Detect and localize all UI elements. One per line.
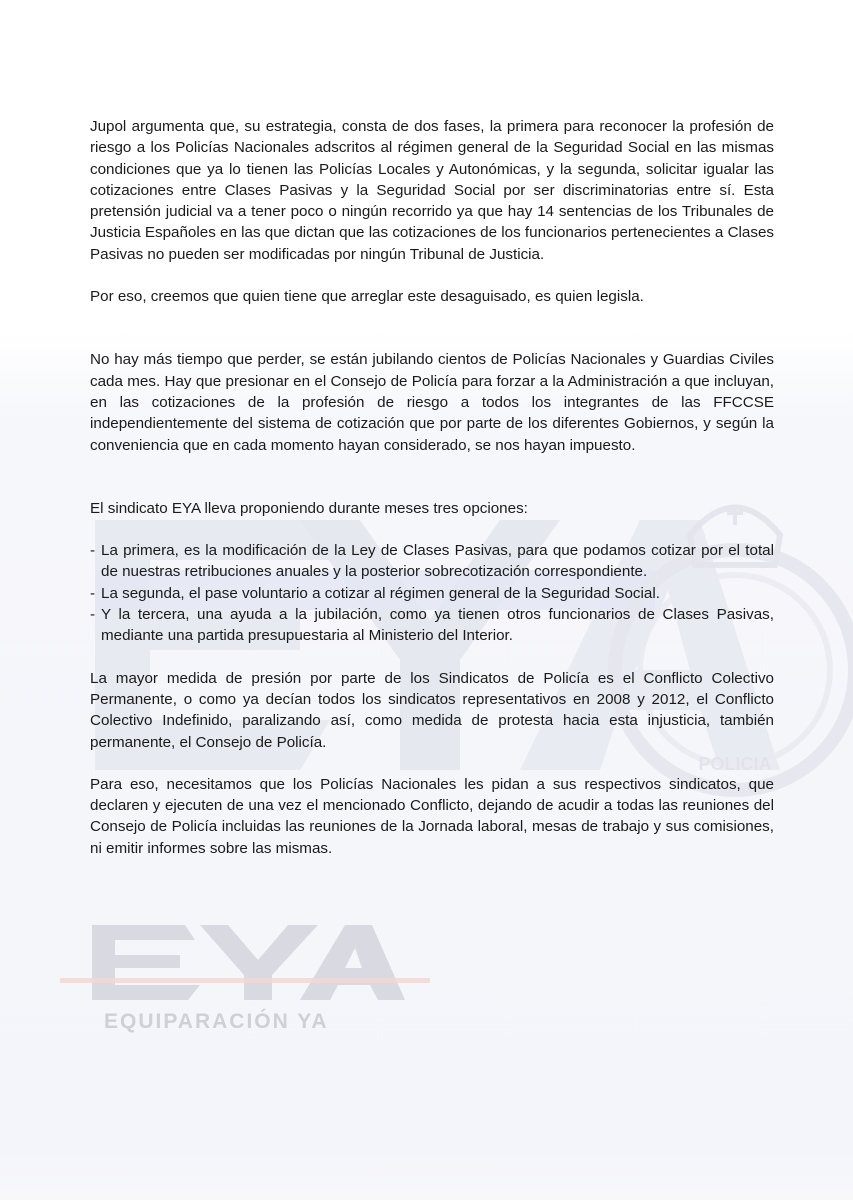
paragraph-call-to-action: Para eso, necesitamos que los Policías Nacionales les pidan a sus respectivos sindicatos, que declaren y ejecuten de una vez el mencionado Conflicto, dejando de acudir a todas las reuniones del Consejo de Policía incluidas las reuniones de la Jornada laboral, mesas de trabajo y sus comisiones, ni emitir informes sobre las mismas. (90, 775, 774, 857)
list-item: - La primera, es la modificación de la Ley de Clases Pasivas, para que podamos cotizar por el total de nuestras retribuciones anuales y la posterior sobrecotización correspondiente. (90, 542, 774, 581)
paragraph-jupol: Jupol argumenta que, su estrategia, consta de dos fases, la primera para reconocer la profesión de riesgo a los Policías Nacionales adscritos al régimen general de la Seguridad Social en las mismas condiciones que ya lo tienen las Policías Locales y Autonómicas, y la segunda, solicitar igualar las cotizaciones entre Clases Pasivas y la Seguridad Social por ser discriminatorias entre sí. Esta pretensión judicial va a tener poco o ningún recorrido ya que hay 14 sentencias de los Tribunales de Justicia Españoles en las que dictan que las cotizaciones de los funcionarios pertenecientes a Clases Pasivas no pueden ser modificadas por ningún Tribunal de Justicia. (90, 118, 774, 263)
document-body (90, 116, 774, 859)
eya-logo-icon (60, 925, 430, 1000)
paragraph-no-time: No hay más tiempo que perder, se están jubilando cientos de Policías Nacionales y Guardias Civiles cada mes. Hay que presionar en el Consejo de Policía para forzar a la Administración a que incluyan, en las cotizaciones de la profesión de riesgo a todos los integrantes de las FFCCSE independientemente del sistema de cotización que por parte de los diferentes Gobiernos, y según la conveniencia que en cada momento hayan considerado, se nos hayan impuesto. (90, 351, 774, 454)
paragraph-conflict: La mayor medida de presión por parte de los Sindicatos de Policía es el Conflicto Colectivo Permanente, o como ya decían todos los sindicatos representativos en 2008 y 2012, el Conflicto Colectivo Indefinido, paralizando así, como medida de protesta hacia esta injusticia, también permanente, el Consejo de Policía. (90, 669, 774, 751)
badge-caption: POLICIA (698, 754, 772, 774)
paragraph-legislator: Por eso, creemos que quien tiene que arreglar este desaguisado, es quien legisla. (90, 288, 644, 306)
list-marker: - (90, 606, 96, 624)
list-item: - La segunda, el pase voluntario a cotizar al régimen general de la Seguridad Social. (90, 583, 774, 604)
list-marker: - (90, 584, 96, 602)
list-marker: - (90, 542, 96, 560)
list-item: - Y la tercera, una ayuda a la jubilación, como ya tienen otros funcionarios de Clases Pasivas, mediante una partida presupuestaria al Ministerio del Interior. (90, 606, 774, 645)
paragraph-eya-intro: El sindicato EYA lleva proponiendo durante meses tres opciones: (90, 499, 528, 517)
logo-caption: EQUIPARACIÓN YA (104, 1010, 329, 1033)
options-list (90, 540, 774, 646)
